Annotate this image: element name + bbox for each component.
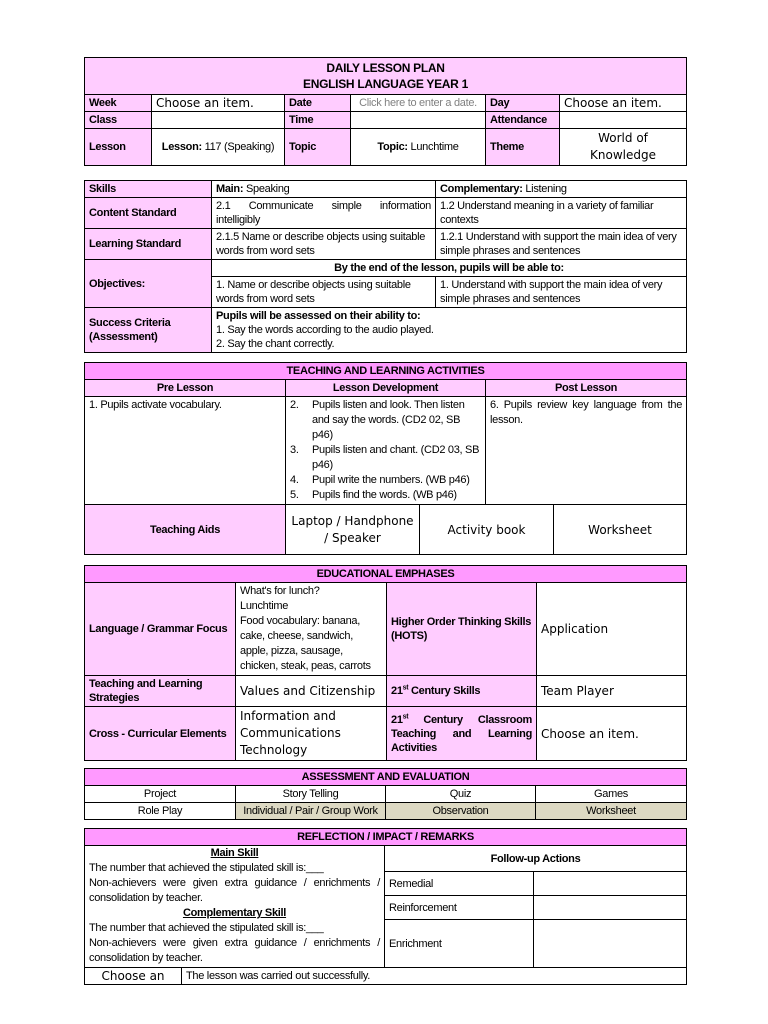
development-step <box>290 488 481 503</box>
step-number: 3. <box>290 444 299 456</box>
result-text: The lesson was carried out successfully. <box>182 968 687 985</box>
language-line: Lunchtime <box>240 600 289 612</box>
strategies-label: Teaching and Learning Strategies <box>85 676 236 707</box>
objectives-main: 1. Name or describe objects using suitable words from word sets <box>212 277 436 308</box>
reinforcement-label: Reinforcement <box>385 896 534 920</box>
century-skills-value: Team Player <box>537 676 687 707</box>
classroom-activities-dropdown[interactable]: Choose an item. <box>537 707 687 761</box>
teaching-aids-label: Teaching Aids <box>85 505 286 555</box>
objectives-comp: 1. Understand with support the main idea of very simple phrases and sentences <box>436 277 687 308</box>
objectives-header: By the end of the lesson, pupils will be able to: <box>212 260 687 277</box>
skills-label: Skills <box>85 181 212 198</box>
attendance-label: Attendance <box>486 112 560 129</box>
success-item: 2. Say the chant correctly. <box>216 338 335 350</box>
assessment-table <box>84 768 687 820</box>
pre-lesson-header: Pre Lesson <box>85 380 286 397</box>
teaching-aid-item: Worksheet <box>554 505 687 555</box>
learning-standard-main: 2.1.5 Name or describe objects using suitable words from word sets <box>212 229 436 260</box>
activities-title: TEACHING AND LEARNING ACTIVITIES <box>85 363 687 380</box>
lesson-label: Lesson <box>85 129 152 166</box>
class-label: Class <box>85 112 152 129</box>
remedial-label: Remedial <box>385 872 534 896</box>
step-text: Pupils listen and chant. (CD2 03, SB p46) <box>312 444 480 471</box>
assessment-option[interactable]: Games <box>536 786 687 803</box>
step-number: 4. <box>290 474 299 486</box>
activities-table <box>84 362 687 555</box>
cross-curricular-label: Cross - Curricular Elements <box>85 707 236 761</box>
attendance-field[interactable] <box>560 112 687 129</box>
step-text: Pupils listen and look. Then listen and say the words. (CD2 02, SB p46) <box>312 399 465 441</box>
content-standard-label: Content Standard <box>85 198 212 229</box>
assessment-option-selected[interactable]: Observation <box>386 803 536 820</box>
learning-standard-comp: 1.2.1 Understand with support the main idea of very simple phrases and sentences <box>436 229 687 260</box>
emphases-table <box>84 565 687 761</box>
reflection-notes <box>85 846 385 968</box>
lesson-prefix: Lesson: <box>161 141 202 153</box>
main-skill-heading: Main Skill <box>210 847 259 859</box>
week-label: Week <box>85 95 152 112</box>
post-lesson-content: 6. Pupils review key language from the lesson. <box>486 397 687 505</box>
complementary-skill <box>436 181 687 198</box>
century-number: 21 <box>391 685 403 697</box>
success-criteria <box>212 308 687 353</box>
assessment-option[interactable]: Quiz <box>386 786 536 803</box>
date-picker[interactable]: Click here to enter a date. <box>351 95 486 112</box>
century-text: Century Skills <box>408 685 481 697</box>
step-number: 5. <box>290 489 299 501</box>
objectives-label: Objectives: <box>85 260 212 308</box>
main-prefix: Main: <box>216 183 244 195</box>
theme-label: Theme <box>486 129 560 166</box>
reflection-table <box>84 828 687 985</box>
remedial-field[interactable] <box>534 872 687 896</box>
non-achievers-line: Non-achievers were given extra guidance / enrichments / consolidation by teacher. <box>89 877 380 904</box>
enrichment-label: Enrichment <box>385 920 534 968</box>
title-line-1: DAILY LESSON PLAN <box>326 61 445 75</box>
language-focus-label: Language / Grammar Focus <box>85 583 236 676</box>
date-label: Date <box>285 95 351 112</box>
assessment-option-selected[interactable]: Individual / Pair / Group Work <box>236 803 386 820</box>
lesson-plan-title <box>85 58 687 95</box>
reflection-title: REFLECTION / IMPACT / REMARKS <box>85 829 687 846</box>
assessment-option[interactable]: Story Telling <box>236 786 386 803</box>
learning-standard-label: Learning Standard <box>85 229 212 260</box>
step-text: Pupils find the words. (WB p46) <box>312 489 457 501</box>
day-label: Day <box>486 95 560 112</box>
result-dropdown[interactable]: Choose an <box>85 968 182 985</box>
title-line-2: ENGLISH LANGUAGE YEAR 1 <box>303 77 468 91</box>
classroom-activities-label <box>387 707 537 761</box>
follow-up-header: Follow-up Actions <box>385 846 687 872</box>
success-criteria-label: Success Criteria (Assessment) <box>85 308 212 353</box>
classroom-suffix: st <box>402 712 409 720</box>
lesson-number: 117 (Speaking) <box>201 141 275 153</box>
success-header: Pupils will be assessed on their ability to: <box>216 310 421 322</box>
content-standard-comp: 1.2 Understand meaning in a variety of familiar contexts <box>436 198 687 229</box>
comp-value: Listening <box>522 183 567 195</box>
time-label: Time <box>285 112 351 129</box>
achieved-line: The number that achieved the stipulated skill is:___ <box>89 862 324 874</box>
assessment-option[interactable]: Role Play <box>85 803 236 820</box>
topic-name: Lunchtime <box>407 141 459 153</box>
teaching-aid-item: Activity book <box>420 505 554 555</box>
comp-prefix: Complementary: <box>440 183 523 195</box>
strategies-value: Values and Citizenship <box>236 676 387 707</box>
post-lesson-header: Post Lesson <box>486 380 687 397</box>
reinforcement-field[interactable] <box>534 896 687 920</box>
week-dropdown[interactable]: Choose an item. <box>152 95 285 112</box>
hots-value: Application <box>537 583 687 676</box>
classroom-number: 21 <box>391 713 403 726</box>
non-achievers-line: Non-achievers were given extra guidance / enrichments / consolidation by teacher. <box>89 937 380 964</box>
century-skills-label <box>387 676 537 707</box>
language-line: What's for lunch? <box>240 585 320 597</box>
success-item: 1. Say the words according to the audio played. <box>216 324 434 336</box>
topic-label: Topic <box>285 129 351 166</box>
step-number: 2. <box>290 399 299 411</box>
theme-value: World of Knowledge <box>560 129 687 166</box>
header-table <box>84 57 687 166</box>
development-step <box>290 443 481 473</box>
assessment-option[interactable]: Project <box>85 786 236 803</box>
lesson-development-header: Lesson Development <box>286 380 486 397</box>
class-field[interactable] <box>152 112 285 129</box>
step-text: Pupil write the numbers. (WB p46) <box>312 474 470 486</box>
development-step <box>290 398 481 443</box>
enrichment-field[interactable] <box>534 920 687 968</box>
language-line: Food vocabulary: banana, cake, cheese, sandwich, apple, pizza, sausage, chicken, steak, peas, carrots <box>240 615 371 672</box>
pre-lesson-content: 1. Pupils activate vocabulary. <box>85 397 286 505</box>
day-dropdown[interactable]: Choose an item. <box>560 95 687 112</box>
topic-value <box>351 129 486 166</box>
lesson-development-content <box>286 397 486 505</box>
topic-prefix: Topic: <box>377 141 408 153</box>
development-step <box>290 473 481 488</box>
time-field[interactable] <box>351 112 486 129</box>
assessment-title: ASSESSMENT AND EVALUATION <box>85 769 687 786</box>
hots-label: Higher Order Thinking Skills (HOTS) <box>387 583 537 676</box>
emphases-title: EDUCATIONAL EMPHASES <box>85 566 687 583</box>
lesson-value <box>152 129 285 166</box>
main-value: Speaking <box>243 183 290 195</box>
teaching-aid-item: Laptop / Handphone / Speaker <box>286 505 420 555</box>
complementary-skill-heading: Complementary Skill <box>182 907 287 919</box>
cross-curricular-value: Information and Communications Technology <box>236 707 387 761</box>
century-suffix: st <box>402 684 409 692</box>
classroom-text: Century Classroom Teaching and Learning Activities <box>391 713 532 754</box>
development-steps <box>290 398 481 503</box>
language-focus-content <box>236 583 387 676</box>
content-standard-main: 2.1 Communicate simple information intelligibly <box>212 198 436 229</box>
main-skill <box>212 181 436 198</box>
achieved-line: The number that achieved the stipulated skill is:___ <box>89 922 324 934</box>
assessment-option-selected[interactable]: Worksheet <box>536 803 687 820</box>
skills-table <box>84 180 687 353</box>
